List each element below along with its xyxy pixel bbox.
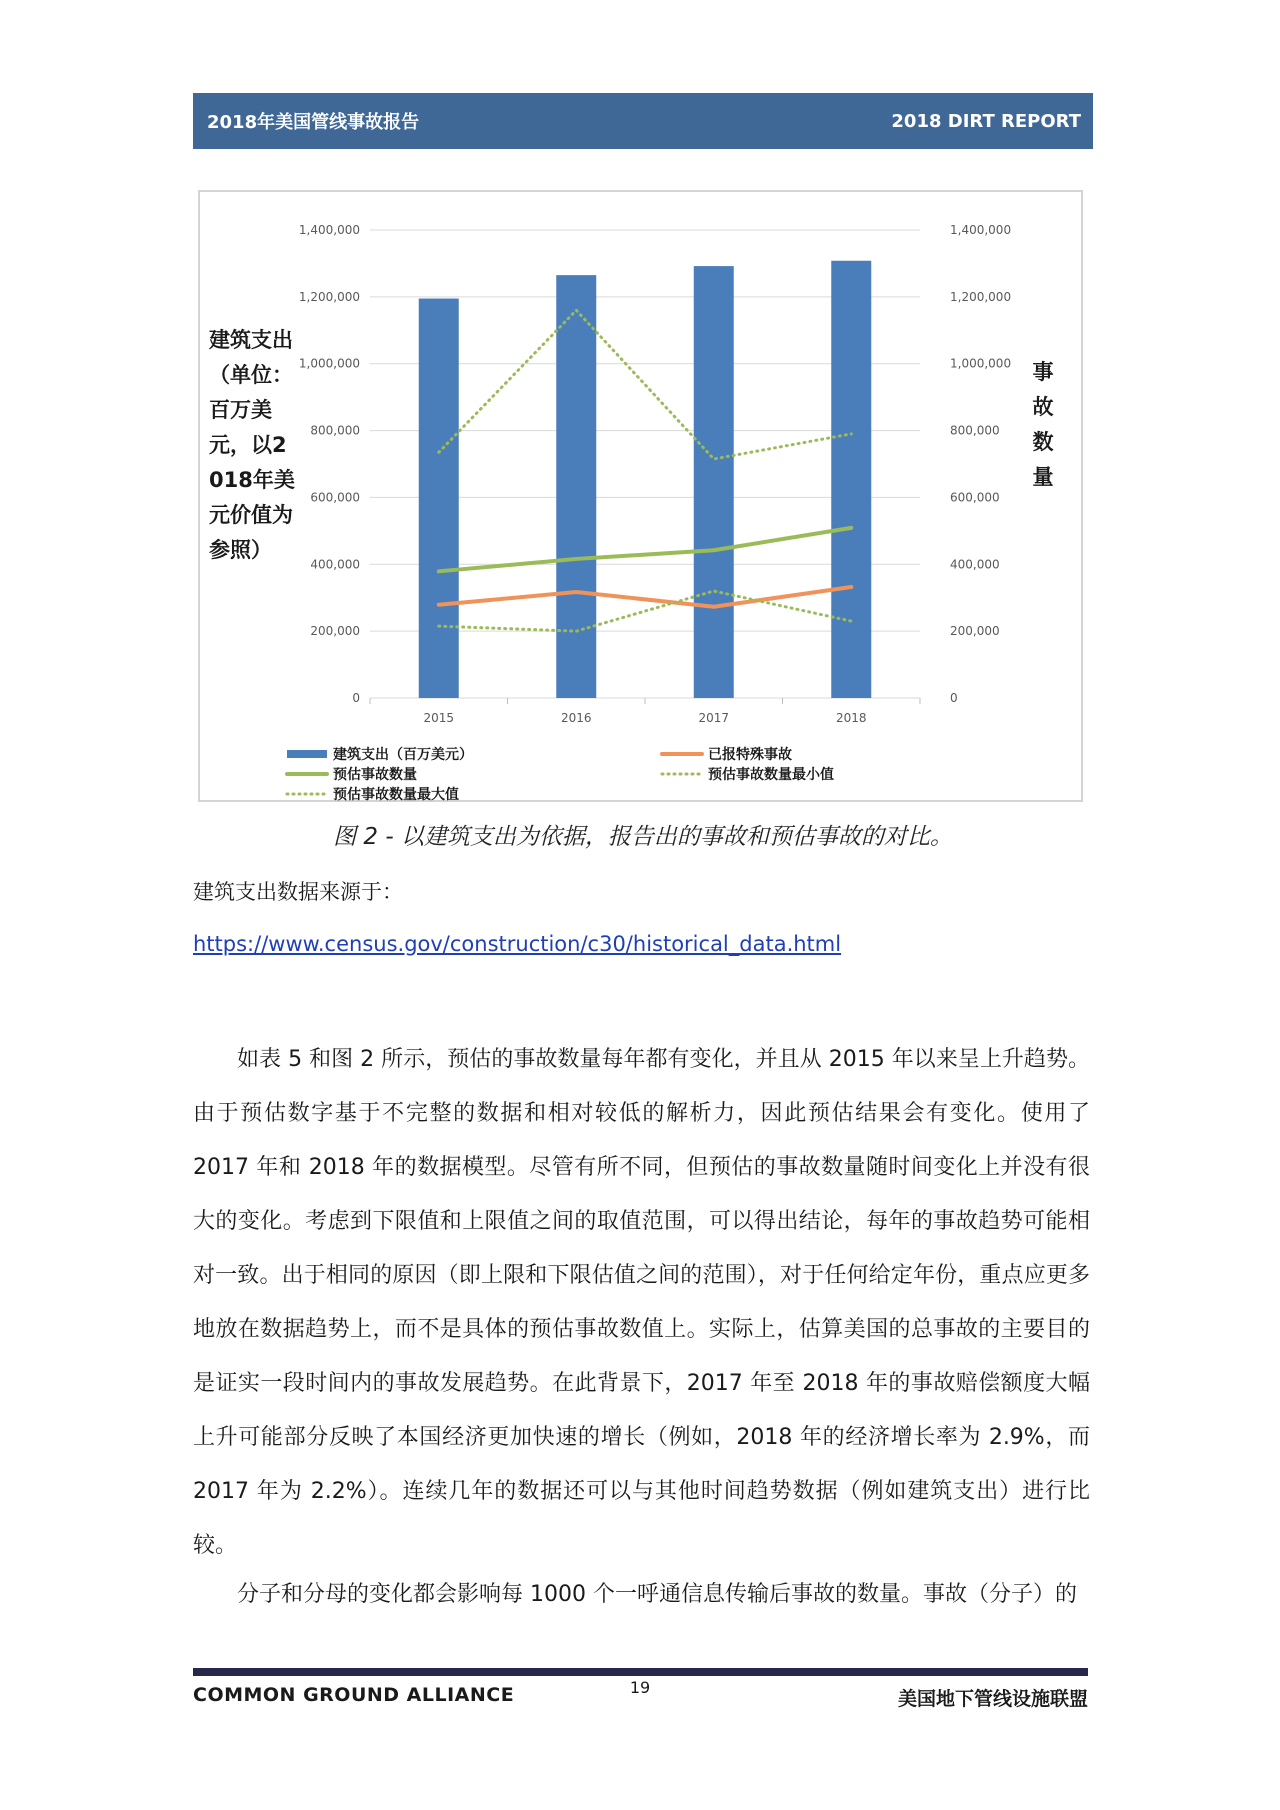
series-line-2: [439, 310, 852, 459]
right-axis-label: 事故数量: [1032, 360, 1054, 489]
left-tick-label: 200,000: [310, 624, 360, 639]
body-paragraph-2: 分子和分母的变化都会影响每 1000 个一呼通信息传输后事故的数量。事故（分子）的: [237, 1582, 1077, 1607]
right-tick-label: 200,000: [950, 624, 1000, 639]
footer-org-en: COMMON GROUND ALLIANCE: [193, 1684, 515, 1706]
right-tick-label: 1,000,000: [950, 356, 1012, 371]
body-paragraph-1: 如表 5 和图 2 所示，预估的事故数量每年都有变化，并且从 2015 年以来呈上升趋势。由于预估数字基于不完整的数据和相对较低的解析力，因此预估结果会有变化。使用了 2017 年和 2018 年的数据模型。尽管有所不同，但预估的事故数量随时间变化上并没有很大的变化。考虑到下限值和上限值之间的取值范围，可以得出结论，每年的事故趋势可能相对一致。出于相同的原因（即上限和下限估值之间的范围），对于任何给定年份，重点应更多地放在数据趋势上，而不是具体的预估事故数值上。实际上，估算美国的总事故的主要目的是证实一段时间内的事故发展趋势。在此背景下，2017 年至 2018 年的事故赔偿额度大幅上升可能部分反映了本国经济更加快速的增长（例如，2018 年的经济增长率为 2.9%，而 2017 年为 2.2%）。连续几年的数据还可以与其他时间趋势数据（例如建筑支出）进行比较。: [193, 1047, 1090, 1558]
left-tick-label: 1,000,000: [298, 356, 360, 371]
left-tick-label: 0: [352, 691, 360, 705]
legend-label: 预估事故数量最大值: [333, 787, 459, 803]
right-tick-label: 0: [950, 691, 958, 705]
legend-label: 预估事故数量: [333, 767, 417, 783]
right-tick-label: 400,000: [950, 557, 1000, 572]
left-tick-label: 1,200,000: [298, 289, 360, 304]
source-link[interactable]: https://www.census.gov/construction/c30/historical_data.html: [193, 932, 842, 956]
right-tick-label: 1,200,000: [950, 289, 1012, 304]
bar-construction-spending: [831, 261, 871, 698]
legend-label: 已报特殊事故: [708, 747, 792, 763]
page-number: 19: [629, 1678, 651, 1697]
bar-construction-spending: [419, 299, 459, 698]
bar-construction-spending: [694, 266, 734, 698]
header-title-en: 2018 DIRT REPORT: [891, 110, 1081, 132]
x-tick-label: 2015: [423, 711, 455, 725]
header-title-cn: 2018年美国管线事故报告: [207, 112, 420, 133]
legend-swatch: [287, 750, 327, 758]
legend-label: 预估事故数量最小值: [708, 767, 834, 783]
right-tick-label: 1,400,000: [950, 223, 1012, 237]
chart: [0, 0, 1280, 820]
left-tick-label: 1,400,000: [298, 223, 360, 237]
left-tick-label: 800,000: [310, 423, 360, 438]
figure-caption: 图 2 - 以建筑支出为依据，报告出的事故和预估事故的对比。: [333, 824, 953, 850]
left-tick-label: 400,000: [310, 557, 360, 572]
series-line-1: [439, 528, 852, 571]
left-tick-label: 600,000: [310, 490, 360, 505]
x-tick-label: 2018: [835, 711, 867, 725]
footer-divider: [193, 1668, 1088, 1676]
x-tick-label: 2017: [698, 711, 730, 725]
footer-org-cn: 美国地下管线设施联盟: [897, 1688, 1088, 1710]
legend-label: 建筑支出（百万美元）: [333, 747, 473, 763]
x-tick-label: 2016: [560, 711, 592, 725]
series-line-0: [439, 587, 852, 607]
source-label: 建筑支出数据来源于：: [193, 880, 403, 904]
bar-construction-spending: [556, 275, 596, 698]
left-axis-label: 建筑支出（单位：百万美元，以2018年美元价值为参照）: [209, 328, 295, 562]
right-tick-label: 600,000: [950, 490, 1000, 505]
right-tick-label: 800,000: [950, 423, 1000, 438]
